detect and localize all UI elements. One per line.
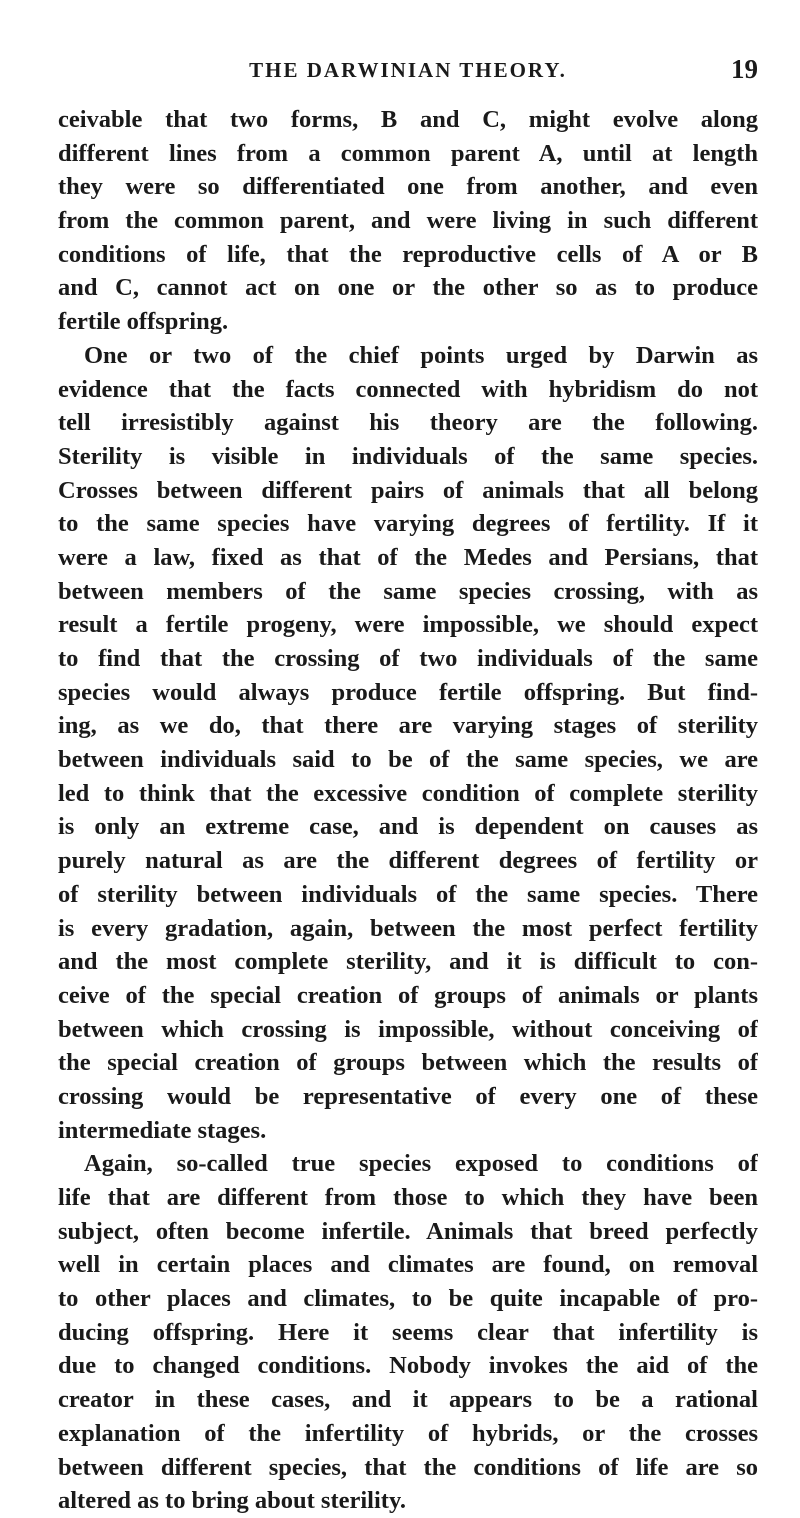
text-line: due to changed conditions. Nobody invokes the aid of the	[58, 1352, 758, 1380]
text-line: the special creation of groups between which the results of	[58, 1049, 758, 1077]
text-line: Crosses between different pairs of animals that all belong	[58, 476, 758, 504]
text-line: ceive of the special creation of groups of animals or plants	[58, 981, 758, 1009]
text-line: intermediate stages.	[58, 1116, 267, 1144]
text-line: explanation of the infertility of hybrids, or the crosses	[58, 1419, 758, 1447]
text-line: fertile offspring.	[58, 308, 229, 336]
text-line: crossing would be representative of every one of these	[58, 1082, 758, 1110]
text-line: were a law, fixed as that of the Medes and Persians, that	[58, 543, 758, 571]
text-line: subject, often become infertile. Animals that breed perfectly	[58, 1217, 758, 1245]
text-line: between different species, that the conditions of life are so	[58, 1453, 758, 1481]
text-line: between individuals said to be of the same species, we are	[58, 746, 758, 774]
text-line: to find that the crossing of two individuals of the same	[58, 645, 758, 672]
text-line: and C, cannot act on one or the other so as to produce	[58, 274, 758, 302]
paragraph	[58, 339, 758, 1148]
text-line: creator in these cases, and it appears to be a rational	[58, 1386, 758, 1414]
running-head	[58, 54, 758, 88]
text-line: altered as to bring about sterility.	[58, 1487, 406, 1515]
text-line: between members of the same species crossing, with as	[58, 577, 758, 605]
text-line: purely natural as are the different degrees of fertility or	[58, 847, 758, 875]
text-line: Sterility is visible in individuals of the same species.	[58, 442, 758, 470]
text-line: different lines from a common parent A, until at length	[58, 139, 758, 167]
text-line: One or two of the chief points urged by Darwin as	[84, 341, 758, 369]
page-number: 19	[731, 54, 758, 84]
running-title: THE DARWINIAN THEORY.	[249, 58, 567, 82]
text-line: ing, as we do, that there are varying stages of sterility	[58, 712, 758, 740]
text-line: Again, so-called true species exposed to conditions of	[84, 1150, 758, 1178]
text-line: evidence that the facts connected with hybridism do not	[58, 375, 758, 403]
text-line: and the most complete sterility, and it is difficult to con-	[58, 948, 758, 976]
text-line: conditions of life, that the reproductive cells of A or B	[58, 240, 758, 268]
text-line: life that are different from those to which they have been	[58, 1184, 758, 1211]
text-line: is every gradation, again, between the most perfect fertility	[58, 914, 758, 942]
body-text	[58, 103, 758, 1518]
text-line: between which crossing is impossible, without conceiving of	[58, 1015, 758, 1043]
text-line: well in certain places and climates are found, on removal	[58, 1251, 758, 1279]
text-line: to the same species have varying degrees of fertility. If it	[58, 510, 758, 538]
text-line: they were so differentiated one from another, and even	[58, 173, 758, 201]
text-line: is only an extreme case, and is dependent on causes as	[58, 813, 758, 841]
text-line: from the common parent, and were living in such different	[58, 207, 758, 235]
text-line: result a fertile progeny, were impossible, we should expect	[58, 611, 758, 639]
text-line: species would always produce fertile offspring. But find-	[58, 678, 758, 706]
paragraph	[58, 1147, 758, 1518]
text-line: to other places and climates, to be quite incapable of pro-	[58, 1285, 758, 1313]
text-line: of sterility between individuals of the same species. There	[58, 880, 758, 908]
text-line: ducing offspring. Here it seems clear that infertility is	[58, 1318, 758, 1346]
text-line: led to think that the excessive condition of complete sterility	[58, 779, 758, 807]
text-line: tell irresistibly against his theory are the following.	[58, 409, 758, 437]
text-line: ceivable that two forms, B and C, might evolve along	[58, 106, 758, 133]
paragraph	[58, 103, 758, 339]
